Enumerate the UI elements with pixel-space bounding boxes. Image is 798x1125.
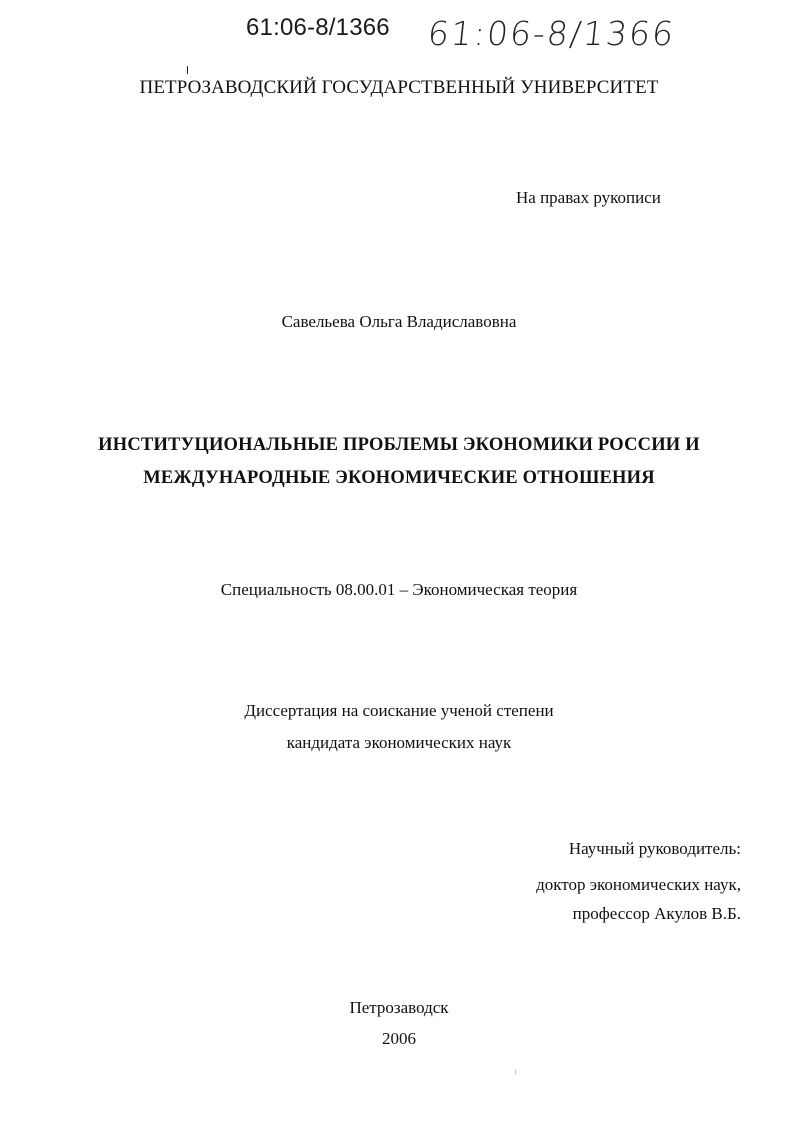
author-name: Савельева Ольга Владиславовна <box>281 312 517 331</box>
supervisor-label: Научный руководитель: <box>568 839 741 858</box>
year: 2006 <box>382 1029 416 1048</box>
specialty-line: Специальность 08.00.01 – Экономическая теория <box>220 580 578 599</box>
scan-speck <box>515 1070 516 1074</box>
degree-line-2: кандидата экономических наук <box>286 733 512 752</box>
thesis-title <box>0 429 798 495</box>
university-name: ПЕТРОЗАВОДСКИЙ ГОСУДАРСТВЕННЫЙ УНИВЕРСИТЕТ <box>139 77 659 98</box>
thesis-title-line-2: МЕЖДУНАРОДНЫЕ ЭКОНОМИЧЕСКИЕ ОТНОШЕНИЯ <box>143 468 655 488</box>
city: Петрозаводск <box>349 998 449 1017</box>
scan-tick-mark <box>187 66 188 74</box>
thesis-title-line-1: ИНСТИТУЦИОНАЛЬНЫЕ ПРОБЛЕМЫ ЭКОНОМИКИ РОССИИ И <box>98 435 700 455</box>
archive-stamp-handwritten: 61:06-8/1366 <box>425 14 678 53</box>
place-and-year <box>0 992 798 1054</box>
degree-line-1: Диссертация на соискание ученой степени <box>244 701 554 720</box>
supervisor-degree: доктор экономических наук, <box>536 875 741 894</box>
degree-statement <box>0 695 798 759</box>
archive-stamp-printed: 61:06-8/1366 <box>246 14 390 41</box>
supervisor-block <box>536 834 741 928</box>
manuscript-note: На правах рукописи <box>516 188 661 207</box>
supervisor-name: профессор Акулов В.Б. <box>572 904 741 923</box>
